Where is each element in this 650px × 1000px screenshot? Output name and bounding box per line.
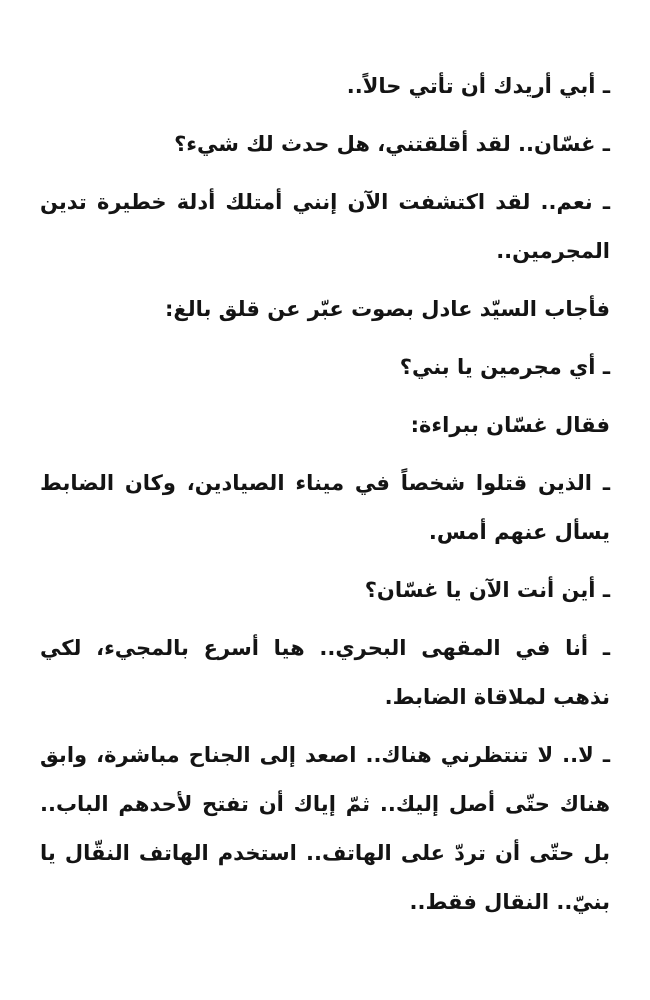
dialogue-line-7: ـ أنا في المقهى البحري.. هيا أسرع بالمجيء، لكي نذهب لملاقاة الضابط. bbox=[40, 636, 610, 709]
dialogue-line-2: ـ غسّان.. لقد أقلقتني، هل حدث لك شيء؟ bbox=[174, 132, 610, 156]
dialogue-line-1: ـ أبي أريدك أن تأتي حالاً.. bbox=[346, 74, 610, 98]
dialogue-line-6: ـ أين أنت الآن يا غسّان؟ bbox=[364, 578, 610, 602]
dialogue-line-8: ـ لا.. لا تنتظرني هناك.. اصعد إلى الجناح مباشرة، وابق هناك حتّى أصل إليك.. ثمّ إياك أن تفتح لأحدهم الباب.. بل حتّى أن تردّ على الهاتف.. استخدم الهاتف النقّال يا بنيّ.. النقال فقط.. bbox=[40, 743, 610, 914]
dialogue-line-3: ـ نعم.. لقد اكتشفت الآن إنني أمتلك أدلة خطيرة تدين المجرمين.. bbox=[40, 190, 610, 263]
narration-line-2: فقال غسّان ببراءة: bbox=[410, 413, 610, 437]
dialogue-line-4: ـ أي مجرمين يا بني؟ bbox=[399, 355, 610, 379]
dialogue-line-5: ـ الذين قتلوا شخصاً في ميناء الصيادين، وكان الضابط يسأل عنهم أمس. bbox=[40, 471, 610, 544]
narration-line-1: فأجاب السيّد عادل بصوت عبّر عن قلق بالغ: bbox=[164, 297, 610, 321]
story-text bbox=[40, 62, 610, 927]
